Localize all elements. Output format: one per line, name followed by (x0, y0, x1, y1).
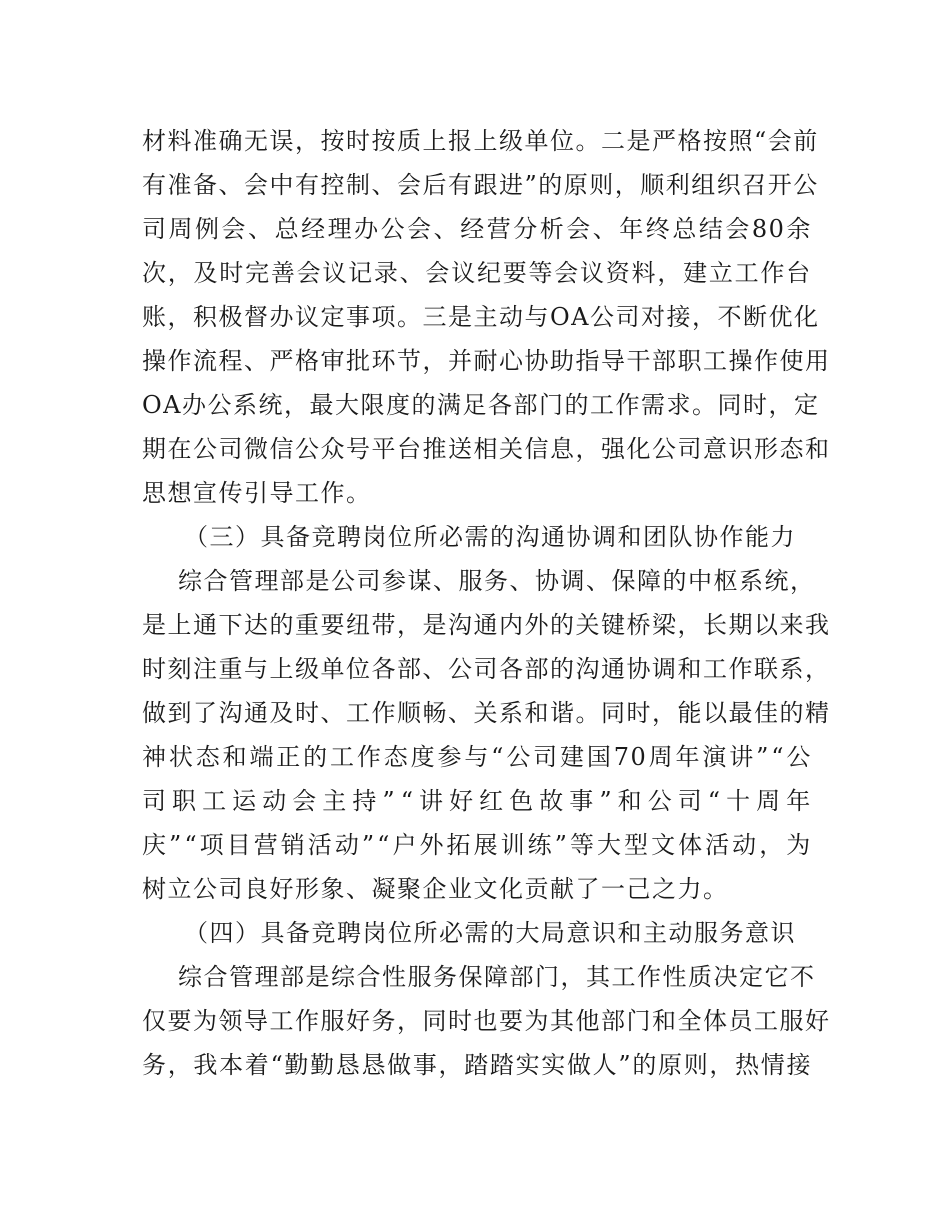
paragraph-line: 有 准 备 、 会 中 有 控 制 、 会 后 有 跟 进 ” 的 原 则 ， 顺 利 组 织 召 开 公 (142, 171, 819, 199)
paragraph-line: 综 合 管 理 部 是 公 司 参 谋 、 服 务 、 协 调 、 保 障 的 中 枢 系 统 ， (178, 567, 816, 595)
paragraph-line: 仅 要 为 领 导 工 作 服 好 务 ， 同 时 也 要 为 其 他 部 门 和 全 体 员 工 服 好 (142, 1007, 831, 1035)
paragraph-line: 操 作 流 程 、 严 格 审 批 环 节 ， 并 耐 心 协 助 指 导 干 部 职 工 操 作 使 用 (142, 347, 831, 375)
paragraph-line: 时 刻 注 重 与 上 级 单 位 各 部 、 公 司 各 部 的 沟 通 协 调 和 工 作 联 系 ， (142, 655, 831, 683)
paragraph-line: 司 职 工 运 动 会 主 持 ” “ 讲 好 红 色 故 事 ” 和 公 司 “ 十 周 年 (142, 787, 812, 815)
paragraph-line: 思想宣传引导工作。 (142, 479, 372, 507)
paragraph-line: 神 状 态 和 端 正 的 工 作 态 度 参 与 “ 公 司 建 国 70 周 年 演 讲 ” “ 公 (142, 743, 812, 771)
paragraph-line: 综 合 管 理 部 是 综 合 性 服 务 保 障 部 门 ， 其 工 作 性 质 决 定 它 不 (178, 963, 816, 991)
paragraph-line: 是 上 通 下 达 的 重 要 纽 带 ， 是 沟 通 内 外 的 关 键 桥 梁 ， 长 期 以 来 我 (142, 611, 831, 639)
paragraph-line: 做 到 了 沟 通 及 时 、 工 作 顺 畅 、 关 系 和 谐 。 同 时 ， 能 以 最 佳 的 精 (142, 699, 831, 727)
section-heading: （三）具备竞聘岗位所必需的沟通协调和团队协作能力 (184, 523, 796, 551)
paragraph-line: 庆 ” “ 项 目 营 销 活 动 ” “ 户 外 拓 展 训 练 ” 等 大 型 文 体 活 动 ， 为 (142, 831, 812, 859)
document-body (142, 119, 831, 1087)
paragraph-line: 期 在 公 司 微 信 公 众 号 平 台 推 送 相 关 信 息 ， 强 化 公 司 意 识 形 态 和 (142, 435, 831, 463)
paragraph-line: OA 办 公 系 统 ， 最 大 限 度 的 满 足 各 部 门 的 工 作 需 求 。 同 时 ， 定 (142, 391, 820, 419)
section-heading: （四）具备竞聘岗位所必需的大局意识和主动服务意识 (184, 919, 796, 947)
paragraph-line: 司 周 例 会 、 总 经 理 办 公 会 、 经 营 分 析 会 、 年 终 总 结 会 80 余 (142, 215, 812, 243)
paragraph-line: 账 ， 积 极 督 办 议 定 事 项 。 三 是 主 动 与 OA 公 司 对 接 ， 不 断 优 化 (142, 303, 820, 331)
paragraph-line: 务 ， 我 本 着 “ 勤 勤 恳 恳 做 事 ， 踏 踏 实 实 做 人 ” 的 原 则 ， 热 情 接 (142, 1051, 812, 1079)
paragraph-line: 材 料 准 确 无 误 ， 按 时 按 质 上 报 上 级 单 位 。 二 是 严 格 按 照 “ 会 前 (142, 127, 819, 155)
paragraph-line: 次 ， 及 时 完 善 会 议 记 录 、 会 议 纪 要 等 会 议 资 料 ， 建 立 工 作 台 (142, 259, 812, 287)
paragraph-line: 树立公司良好形象、凝聚企业文化贡献了一己之力。 (142, 875, 729, 903)
